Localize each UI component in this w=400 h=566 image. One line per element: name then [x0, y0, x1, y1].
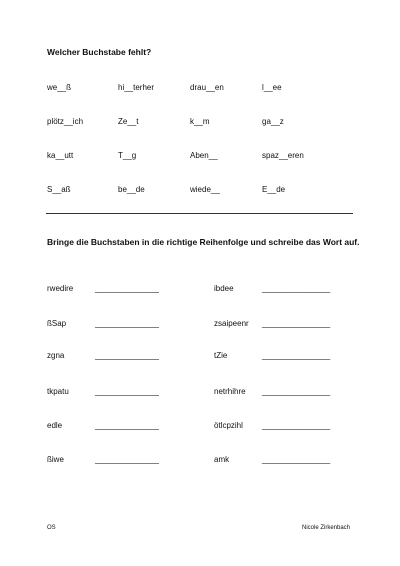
- gap-word: Aben__: [190, 151, 218, 160]
- answer-blank[interactable]: _______________: [95, 455, 159, 464]
- scrambled-word: amk: [214, 455, 230, 464]
- gap-word: ka__utt: [47, 151, 74, 160]
- answer-blank[interactable]: ________________: [262, 319, 330, 328]
- answer-blank[interactable]: ________________: [262, 387, 330, 396]
- footer-author: Nicole Zirkenbach: [302, 525, 351, 531]
- gap-word: be__de: [118, 185, 145, 194]
- answer-blank[interactable]: ________________: [262, 455, 330, 464]
- gap-word: spaz__eren: [262, 151, 304, 160]
- answer-blank[interactable]: ________________: [262, 284, 330, 293]
- gap-word: plötz__ich: [47, 117, 84, 126]
- scrambled-word: ötlcpzihl: [214, 421, 243, 430]
- scrambled-word: zsaipeenr: [214, 319, 249, 328]
- scrambled-word: edle: [47, 421, 63, 430]
- gap-word: k__m: [190, 117, 210, 126]
- gap-word: wiede__: [190, 185, 220, 194]
- answer-blank[interactable]: ________________: [262, 421, 330, 430]
- scrambled-word: ibdee: [214, 284, 234, 293]
- answer-blank[interactable]: _______________: [95, 421, 159, 430]
- scrambled-word: rwedire: [47, 284, 74, 293]
- section-divider: [46, 213, 353, 214]
- gap-word: T__g: [118, 151, 137, 160]
- footer-left: OS: [47, 525, 56, 531]
- answer-blank[interactable]: _______________: [95, 351, 159, 360]
- gap-word: drau__en: [190, 83, 224, 92]
- answer-blank[interactable]: _______________: [95, 387, 159, 396]
- answer-blank[interactable]: _______________: [95, 319, 159, 328]
- scrambled-word: zgna: [47, 351, 65, 360]
- scrambled-word: tkpatu: [47, 387, 69, 396]
- gap-word: l__ee: [262, 83, 282, 92]
- gap-word: E__de: [262, 185, 286, 194]
- section2-title: Bringe die Buchstaben in die richtige Reihenfolge und schreibe das Wort auf.: [47, 237, 360, 247]
- gap-word: we__ß: [47, 83, 72, 92]
- scrambled-word: ßiwe: [47, 455, 64, 464]
- answer-blank[interactable]: _______________: [95, 284, 159, 293]
- gap-word: hi__terher: [118, 83, 155, 92]
- scrambled-word: tZie: [214, 351, 228, 360]
- scrambled-word: ßSap: [47, 319, 67, 328]
- answer-blank[interactable]: ________________: [262, 351, 330, 360]
- section1-title: Welcher Buchstabe fehlt?: [47, 47, 152, 57]
- gap-word: ga__z: [262, 117, 284, 126]
- gap-word: S__aß: [47, 185, 71, 194]
- scrambled-word: netrhihre: [214, 387, 246, 396]
- gap-word: Ze__t: [118, 117, 139, 126]
